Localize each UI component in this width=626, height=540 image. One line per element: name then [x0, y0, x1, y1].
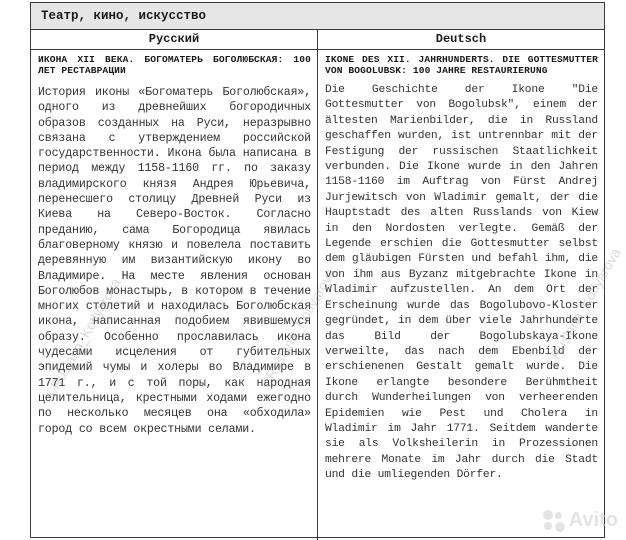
document-table [30, 2, 605, 538]
watermark-text: ©Ruslana_Kotlyarova [541, 245, 624, 371]
german-article-text: Die Geschichte der Ikone "Die Gottesmutter von Bogolubsk", einem der ältesten Marienbilder, die in Russland geschaffen wurden, ist untrennbar mit der Festigung der russischen Staatlichkeit verbunden. Die Ikone wurde in den Jahren 1158-1160 im Auftrag von Fürst Andrej Jurjewitsch von Wladimir gemalt, der die Hauptstadt des alten Russlands von Kiew in den Nordosten verlegte. Gemäß der Legende erschien die Gottesmutter selbst dem gläubigen Fürsten und befahl ihm, die von ihm aus Byzanz mitgebrachte Ikone in Wladimir aufzustellen. An dem Ort der Erscheinung wurde das Bogolubovo-Kloster gegründet, in dem über viele Jahrhunderte das Bild der Bogolubskaya-Ikone verweilte, das nach dem Ebenbild der erschienenen Gestalt gemalt wurde. Die Ikone erlangte besondere Berühmtheit durch Wunderheilungen von verheerenden Epidemien wie Pest und Cholera in Wladimir im Jahr 1771. Seitdem wanderte sie als Volksheilerin in Prozessionen mehrere Monate im Jahr durch die Stadt und die umliegenden Dörfer. [325, 84, 598, 482]
german-column [318, 50, 604, 540]
section-title: Театр, кино, искусство [31, 3, 604, 30]
avito-watermark [543, 509, 618, 532]
russian-column [31, 50, 318, 540]
content-columns [31, 50, 604, 540]
russian-article-title: ИКОНА XII ВЕКА. БОГОМАТЕРЬ БОГОЛЮБСКАЯ: 100 ЛЕТ РЕСТАВРАЦИИ [38, 54, 311, 76]
avito-brand-text: Avito [568, 509, 618, 531]
german-article-title: IKONE DES XII. JAHRHUNDERTS. DIE GOTTESMUTTER VON BOGOLUBSK: 100 JAHRE RESTAURIERUNG [325, 54, 598, 76]
watermark-text: ©Ruslana_Kotlyarova [256, 265, 339, 391]
russian-column-header: Русский [31, 30, 318, 49]
russian-article-text: История иконы «Богоматерь Боголюбская», одного из древнейших богородичных образов созданных на Руси, неразрывно связана с утверждением российской государственности. Икона была написана в период между 1158-1160 гг. по заказу владимирского князя Андрея Юрьевича, перенесшего столицу Древней Руси из Киева на Северо-Восток. Согласно преданию, сама Богородица явилась благоверному князю и повелела поставить деревянную им византийскую икону во Владимире. На месте явления основан Боголюбов монастырь, в котором в течение многих столетий и находилась Боголюбская икона, написанная подобием явившемуся образу. Особенно прославилась икона чудесами исцеления от губительных эпидемий чумы и холеры во Владимире в 1771 г., и с той поры, как народная целительница, крестными ходами ежегодно по несколько месяцев она «обходила» город со всем окрестными селами. [38, 86, 311, 436]
avito-logo-icon [543, 510, 565, 532]
german-column-header: Deutsch [435, 32, 487, 46]
column-header-row [31, 30, 604, 50]
watermark-text: ©Ruslana_Kotlyarova [41, 275, 124, 401]
